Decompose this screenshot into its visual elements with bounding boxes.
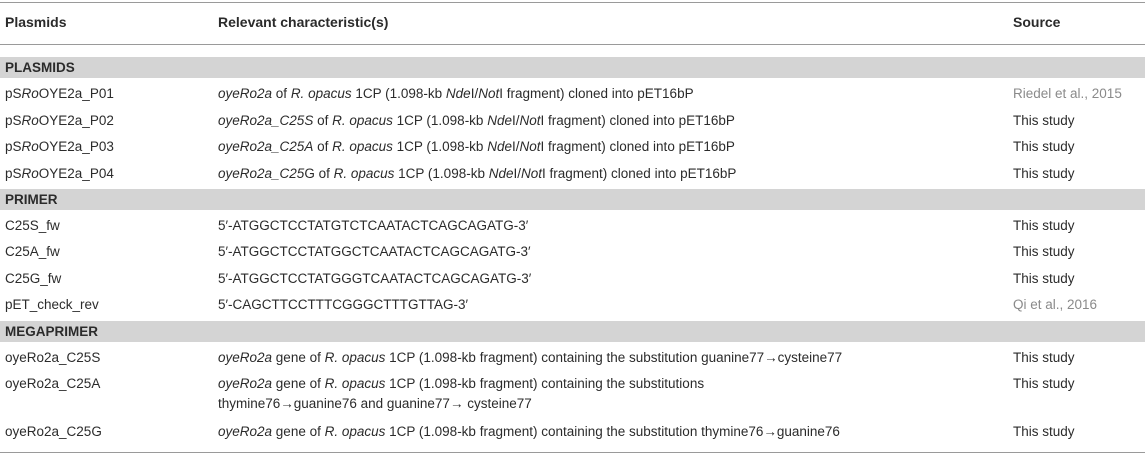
section-label: PLASMIDS [5, 60, 75, 75]
plasmid-name: pSRoOYE2a_P04 [5, 166, 114, 181]
characteristic: oyeRo2a gene of R. opacus 1CP (1.098-kb fragment) containing the substitution thymine76→guanine76 [218, 424, 840, 439]
primer-sequence: 5′-ATGGCTCCTATGGCTCAATACTCAGCAGATG-3′ [218, 244, 531, 259]
source-cell: This study [1013, 113, 1075, 128]
primer-sequence: 5′-CAGCTTCCTTTCGGGCTTTGTTAG-3′ [218, 297, 469, 312]
source-cell: This study [1013, 166, 1075, 181]
section-label: PRIMER [5, 192, 58, 207]
header-rule [0, 44, 1145, 45]
header-characteristics: Relevant characteristic(s) [218, 14, 389, 30]
characteristic: oyeRo2a_C25G of R. opacus 1CP (1.098-kb NdeI/NotI fragment) cloned into pET16bP [218, 166, 737, 181]
plasmid-name: pSRoOYE2a_P01 [5, 86, 114, 101]
characteristic: oyeRo2a gene of R. opacus 1CP (1.098-kb fragment) containing the substitutions [218, 376, 705, 391]
primer-sequence: 5′-ATGGCTCCTATGTCTCAATACTCAGCAGATG-3′ [218, 218, 529, 233]
header-plasmids: Plasmids [5, 14, 67, 30]
characteristic: oyeRo2a_C25S of R. opacus 1CP (1.098-kb NdeI/NotI fragment) cloned into pET16bP [218, 113, 735, 128]
source-cell: This study [1013, 139, 1075, 154]
characteristic-line2: thymine76→guanine76 and guanine77→ cysteine77 [218, 396, 532, 411]
plasmid-name: pSRoOYE2a_P03 [5, 139, 114, 154]
characteristic: oyeRo2a_C25A of R. opacus 1CP (1.098-kb NdeI/NotI fragment) cloned into pET16bP [218, 139, 735, 154]
section-plasmids [0, 57, 1145, 78]
source-cell: This study [1013, 424, 1075, 439]
primer-name: C25A_fw [5, 244, 60, 259]
section-label: MEGAPRIMER [5, 324, 99, 339]
top-rule [0, 2, 1145, 3]
source-cell: This study [1013, 350, 1075, 365]
source-cell: This study [1013, 218, 1075, 233]
characteristic: oyeRo2a gene of R. opacus 1CP (1.098-kb fragment) containing the substitution guanine77→cysteine77 [218, 350, 843, 365]
plasmid-name: pSRoOYE2a_P02 [5, 113, 114, 128]
section-megaprimer [0, 321, 1145, 342]
megaprimer-name: oyeRo2a_C25G [5, 424, 102, 439]
source-cell: Qi et al., 2016 [1013, 297, 1098, 312]
megaprimer-name: oyeRo2a_C25A [5, 376, 101, 391]
section-primer [0, 189, 1145, 210]
source-cell: This study [1013, 376, 1075, 391]
primer-name: C25G_fw [5, 271, 62, 286]
characteristic: oyeRo2a of R. opacus 1CP (1.098-kb NdeI/NotI fragment) cloned into pET16bP [218, 86, 694, 101]
source-cell: This study [1013, 271, 1075, 286]
primer-name: C25S_fw [5, 218, 60, 233]
primer-sequence: 5′-ATGGCTCCTATGGGTCAATACTCAGCAGATG-3′ [218, 271, 532, 286]
megaprimer-name: oyeRo2a_C25S [5, 350, 101, 365]
header-source: Source [1013, 14, 1061, 30]
source-cell: Riedel et al., 2015 [1013, 86, 1122, 101]
source-cell: This study [1013, 244, 1075, 259]
primer-name: pET_check_rev [5, 297, 99, 312]
bottom-rule [0, 452, 1145, 453]
